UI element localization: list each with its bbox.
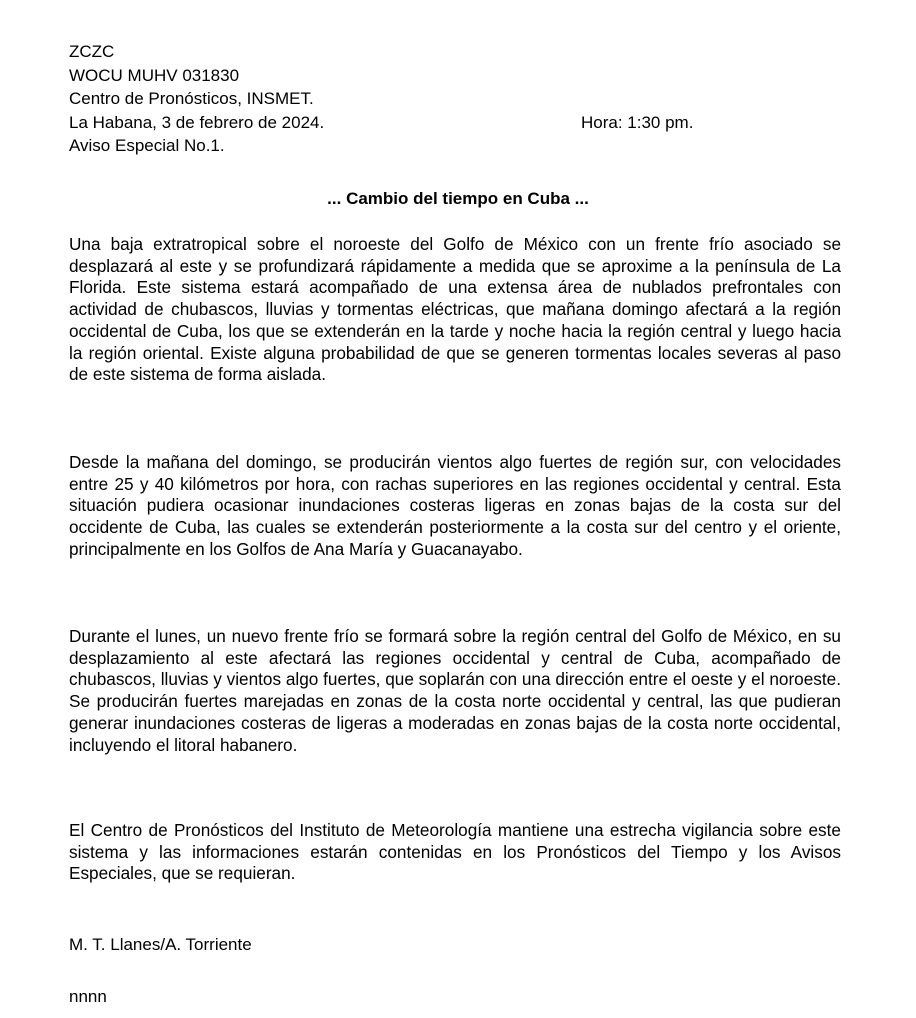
notice-number: Aviso Especial No.1. <box>69 136 225 155</box>
body-paragraph-4: El Centro de Pronósticos del Instituto de Meteorología mantiene una estrecha vigilancia sobre este sistema y las informaciones estarán contenidas en los Pronósticos del Tiempo y los Avisos Especiales, que se requieran. <box>69 820 841 884</box>
body-paragraph-1: Una baja extratropical sobre el noroeste del Golfo de México con un frente frío asociado se desplazará al este y se profundizará rápidamente a medida que se aproxime a la península de La Florida. Este sistema estará acompañado de una extensa área de nublados prefrontales con actividad de chubascos, lluvias y tormentas eléctricas, que mañana domingo afectará a la región occidental de Cuba, los que se extenderán en la tarde y noche hacia la región central y luego hacia la región oriental. Existe alguna probabilidad de que se generen tormentas locales severas al paso de este sistema de forma aislada. <box>69 234 841 385</box>
notice-title: ... Cambio del tiempo en Cuba ... <box>327 189 589 208</box>
place-date-line <box>69 111 849 135</box>
bulletin-id: WOCU MUHV 031830 <box>69 65 240 85</box>
issue-time: Hora: 1:30 pm. <box>581 112 694 132</box>
end-marker: nnnn <box>69 987 107 1006</box>
body-paragraph-3: Durante el lunes, un nuevo frente frío se formará sobre la región central del Golfo de México, en su desplazamiento al este afectará las regiones occidental y central de Cuba, acompañado de chubascos, lluvias y vientos algo fuertes, que soplarán con una dirección entre el oeste y el noroeste. Se producirán fuertes marejadas en zonas de la costa norte occidental y central, las que pudieran generar inundaciones costeras de ligeras a moderadas en zonas bajas de la costa norte occidental, incluyendo el litoral habanero. <box>69 626 841 755</box>
issuing-center: Centro de Pronósticos, INSMET. <box>69 89 314 108</box>
signature: M. T. Llanes/A. Torriente <box>69 935 252 954</box>
body-paragraph-2: Desde la mañana del domingo, se producirán vientos algo fuertes de región sur, con velocidades entre 25 y 40 kilómetros por hora, con rachas superiores en las regiones occidental y central. Esta situación pudiera ocasionar inundaciones costeras ligeras en zonas bajas de la costa sur del occidente de Cuba, las cuales se extenderán posteriormente a la costa sur del centro y el oriente, principalmente en los Golfos de Ana María y Guacanayabo. <box>69 452 841 559</box>
bulletin-header <box>69 40 849 158</box>
place-date: La Habana, 3 de febrero de 2024. <box>69 112 325 132</box>
bulletin-code: ZCZC <box>69 42 115 61</box>
